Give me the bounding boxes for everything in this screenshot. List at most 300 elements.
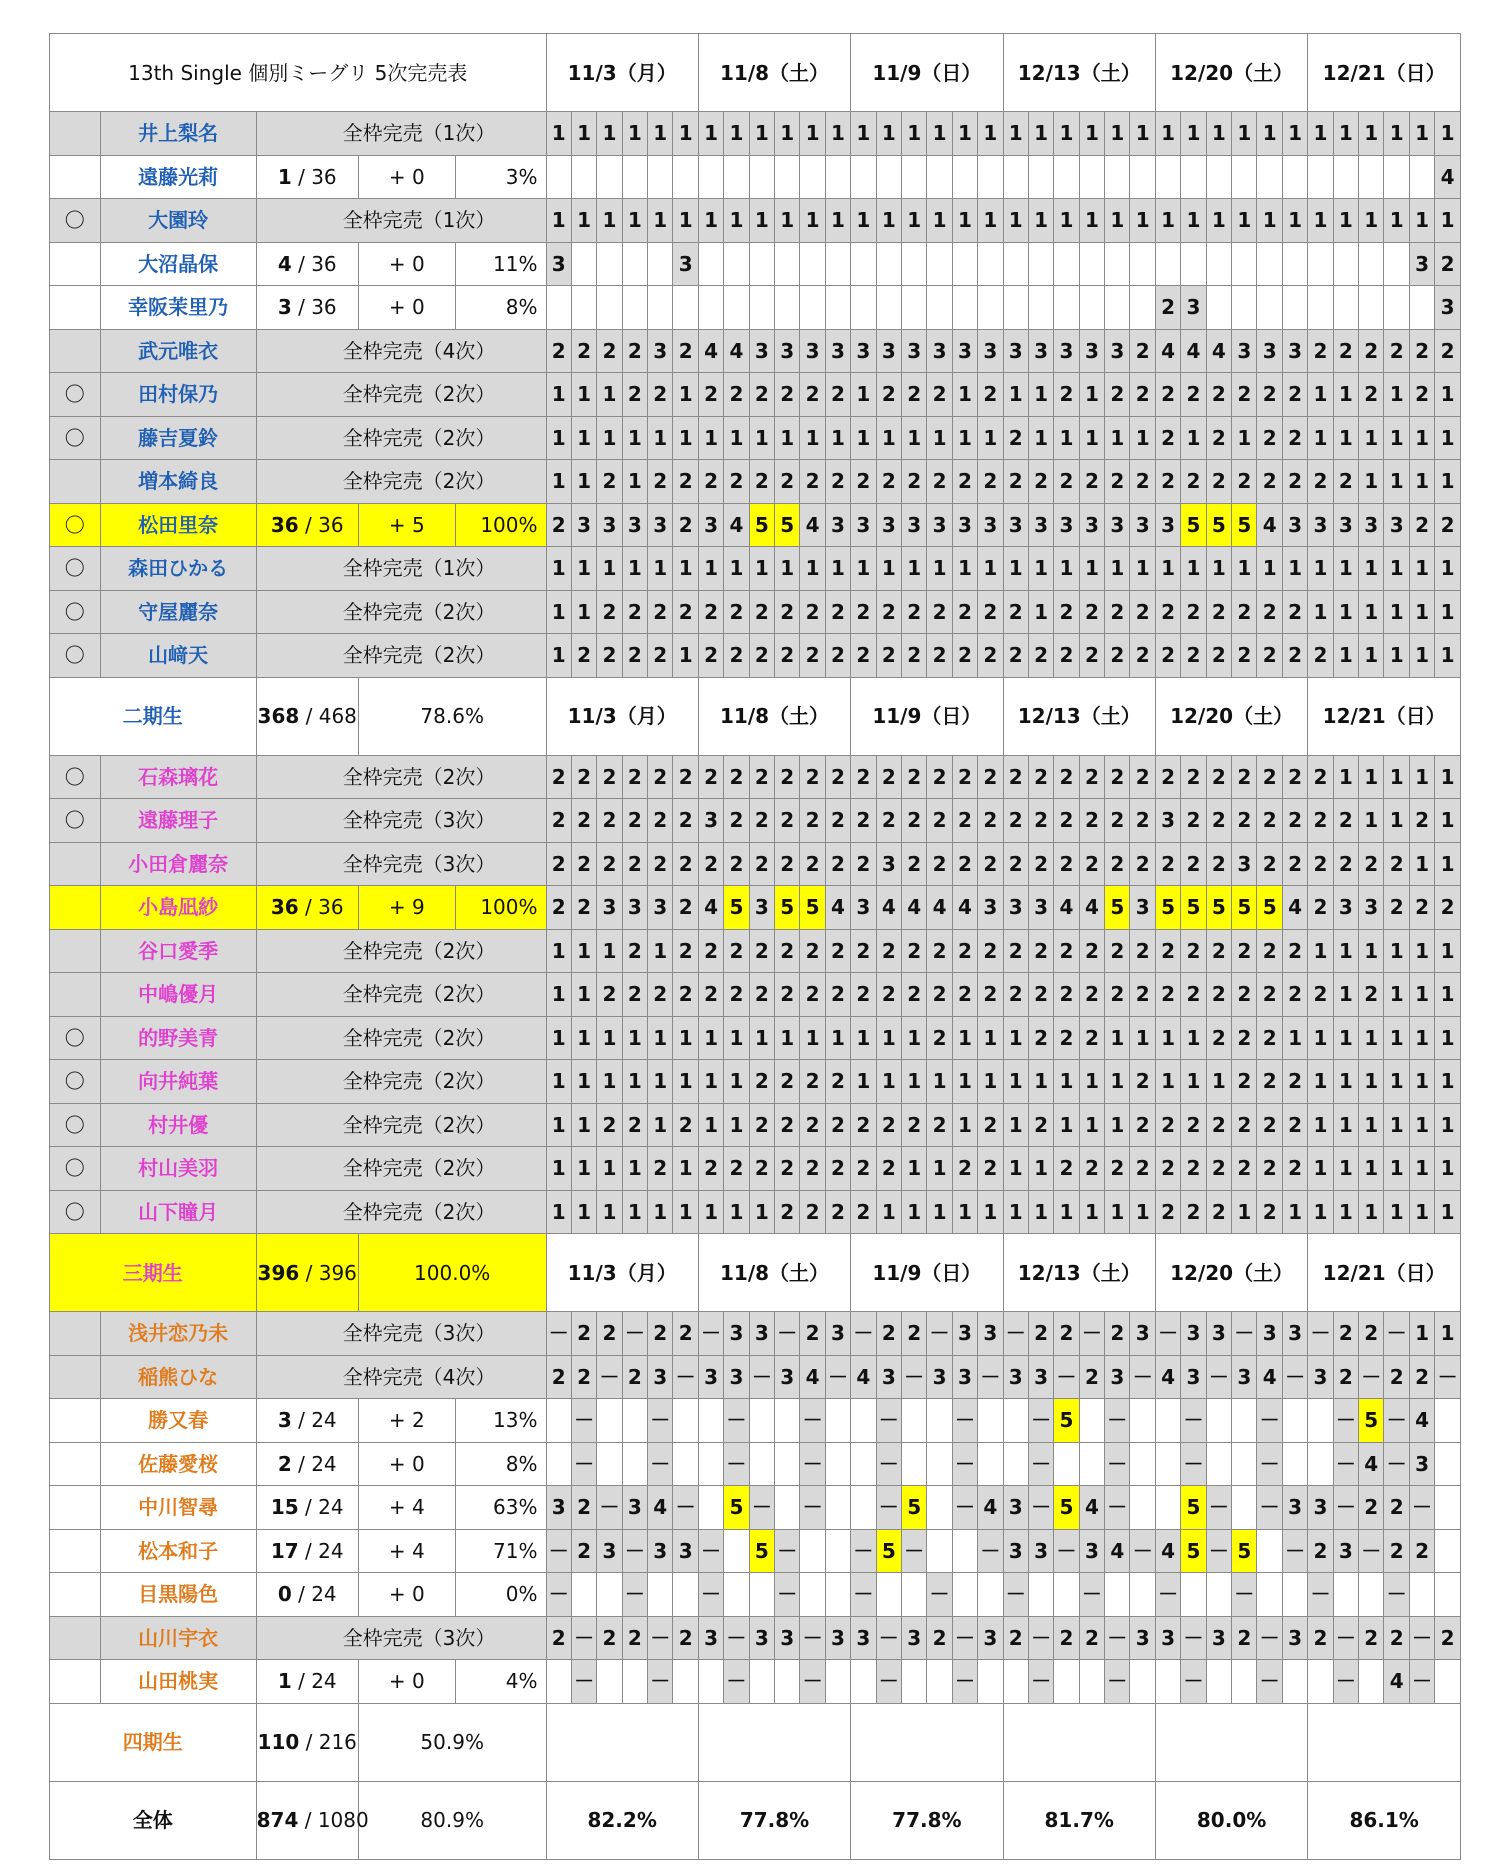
slot-cell: 2	[546, 329, 571, 373]
slot-cell: －	[1003, 1312, 1028, 1356]
slot-cell: 1	[1079, 1103, 1104, 1147]
slot-cell: 2	[673, 1616, 698, 1660]
member-name: 山川宇衣	[100, 1616, 256, 1660]
slot-cell: 1	[1359, 590, 1384, 634]
slot-cell: 2	[1409, 799, 1434, 843]
member-row	[50, 1016, 1461, 1060]
generation-count-value: 368	[257, 704, 300, 728]
member-name: 中嶋優月	[100, 973, 256, 1017]
slot-cell: 1	[1359, 416, 1384, 460]
slot-cell: －	[597, 1486, 622, 1530]
slot-cell: －	[673, 1355, 698, 1399]
slot-cell	[1206, 242, 1231, 286]
slot-cell: 3	[1105, 1355, 1130, 1399]
slot-cell: 2	[1028, 460, 1053, 504]
slot-cell: 1	[1384, 1060, 1409, 1104]
slot-cell: 3	[1130, 503, 1155, 547]
slot-cell: 1	[673, 1016, 698, 1060]
slot-cell	[1435, 1660, 1461, 1704]
slot-cell: 2	[1181, 1190, 1206, 1234]
slot-cell: 2	[927, 1616, 952, 1660]
slot-cell: 2	[1333, 460, 1358, 504]
slot-cell: 2	[1232, 373, 1257, 417]
slot-cell: 2	[1003, 929, 1028, 973]
slot-cell: 2	[825, 460, 850, 504]
slot-cell	[978, 1660, 1003, 1704]
slot-cell: 2	[775, 755, 800, 799]
slot-cell: 1	[1206, 199, 1231, 243]
slot-cell: 2	[1384, 1355, 1409, 1399]
slot-cell: 2	[698, 373, 723, 417]
slot-cell	[1409, 1573, 1434, 1617]
slot-cell: 2	[724, 929, 749, 973]
favorite-mark	[50, 329, 101, 373]
slot-cell: 1	[952, 1190, 977, 1234]
slot-cell: 2	[1282, 1103, 1307, 1147]
slot-cell: 2	[1206, 842, 1231, 886]
slot-cell: 2	[800, 842, 825, 886]
slot-cell: 2	[851, 590, 876, 634]
slot-cell: 5	[775, 503, 800, 547]
slot-cell: 2	[546, 503, 571, 547]
slot-cell	[1079, 1399, 1104, 1443]
slot-total: 36	[318, 512, 344, 537]
favorite-mark	[50, 1616, 101, 1660]
slot-cell	[1282, 1573, 1307, 1617]
date-header: 12/13（土）	[1003, 1234, 1155, 1312]
slot-cell: 1	[1359, 199, 1384, 243]
slot-cell: 2	[749, 755, 774, 799]
slot-cell: 4	[800, 503, 825, 547]
slot-cell: 3	[1232, 329, 1257, 373]
slot-cell: 2	[1105, 755, 1130, 799]
slot-cell: 1	[698, 547, 723, 591]
sold-count	[256, 1573, 358, 1617]
date-header: 11/3（月）	[546, 677, 698, 755]
slot-cell: 2	[597, 329, 622, 373]
slot-cell: 2	[1308, 755, 1333, 799]
slot-cell: 2	[1181, 634, 1206, 678]
slot-cell: 3	[1333, 503, 1358, 547]
slot-cell: 2	[724, 590, 749, 634]
date-percent: 82.2%	[546, 1781, 698, 1859]
slot-cell: 1	[901, 416, 926, 460]
slot-cell: 1	[622, 460, 647, 504]
slot-cell: 1	[648, 416, 673, 460]
slot-cell: 2	[1130, 755, 1155, 799]
slot-cell: 1	[1105, 1060, 1130, 1104]
slot-cell: 1	[1232, 112, 1257, 156]
slot-cell: 3	[775, 329, 800, 373]
slot-cell	[1003, 1399, 1028, 1443]
slot-cell: 2	[622, 929, 647, 973]
slot-cell: －	[1105, 1616, 1130, 1660]
slot-cell: －	[698, 1312, 723, 1356]
slot-cell: 3	[876, 329, 901, 373]
slot-cell: 5	[1155, 886, 1180, 930]
slot-cell: 4	[876, 886, 901, 930]
date-header: 12/13（土）	[1003, 677, 1155, 755]
slot-cell	[775, 286, 800, 330]
slot-cell: 2	[1435, 329, 1461, 373]
member-name: 守屋麗奈	[100, 590, 256, 634]
slot-cell	[1435, 1529, 1461, 1573]
sold-count-value: 36	[270, 895, 299, 920]
slot-cell	[1333, 242, 1358, 286]
slot-cell: 3	[825, 1616, 850, 1660]
slot-cell: 3	[1257, 1312, 1282, 1356]
slot-cell	[800, 155, 825, 199]
slot-cell: 1	[1308, 1190, 1333, 1234]
newly-sold: + 0	[358, 286, 455, 330]
sold-out-status: 全枠完売（3次）	[256, 1616, 546, 1660]
slot-cell: 1	[978, 1190, 1003, 1234]
slot-cell: 1	[1079, 112, 1104, 156]
slot-cell: 3	[1282, 503, 1307, 547]
slot-cell	[1232, 1486, 1257, 1530]
slot-cell: －	[1181, 1399, 1206, 1443]
slot-total: 24	[318, 1495, 344, 1520]
slot-cell	[825, 242, 850, 286]
slot-cell: 3	[648, 329, 673, 373]
slot-cell: 3	[952, 1312, 977, 1356]
slot-cell: 4	[851, 1355, 876, 1399]
slot-cell: －	[1181, 1660, 1206, 1704]
slot-cell	[825, 1442, 850, 1486]
slot-cell: 4	[1054, 886, 1079, 930]
slot-cell: 1	[1384, 1190, 1409, 1234]
date-header: 11/8（土）	[698, 677, 850, 755]
slot-cell: 2	[1028, 1312, 1053, 1356]
slot-cell: －	[724, 1399, 749, 1443]
slot-cell: 1	[597, 547, 622, 591]
slot-cell: 1	[622, 547, 647, 591]
slot-cell	[1435, 1573, 1461, 1617]
slot-cell	[1105, 242, 1130, 286]
slot-cell: 1	[1435, 634, 1461, 678]
slot-cell	[1181, 155, 1206, 199]
slot-cell: 2	[622, 634, 647, 678]
slot-cell	[901, 286, 926, 330]
slot-cell	[1130, 155, 1155, 199]
slot-cell: 2	[800, 634, 825, 678]
slot-cell: 2	[1232, 755, 1257, 799]
slot-cell: －	[876, 1486, 901, 1530]
generation-label: 二期生	[50, 677, 257, 755]
sold-out-status: 全枠完売（2次）	[256, 973, 546, 1017]
sold-count	[256, 1486, 358, 1530]
slot-cell	[546, 286, 571, 330]
slot-cell: 1	[724, 1103, 749, 1147]
slot-cell: 3	[1308, 1486, 1333, 1530]
slot-cell: 2	[775, 1190, 800, 1234]
slot-cell: 1	[1308, 590, 1333, 634]
member-name: 松本和子	[100, 1529, 256, 1573]
slot-cell: 2	[546, 755, 571, 799]
date-header: 11/9（日）	[851, 34, 1003, 112]
slot-cell: 3	[622, 886, 647, 930]
slot-cell: 1	[1028, 112, 1053, 156]
slot-cell	[1130, 1442, 1155, 1486]
slot-cell: 1	[1181, 547, 1206, 591]
slot-cell: 2	[724, 973, 749, 1017]
slot-cell: －	[775, 1573, 800, 1617]
slot-cell: 2	[1333, 799, 1358, 843]
slot-cell: 2	[571, 799, 596, 843]
slot-cell: －	[1333, 1660, 1358, 1704]
slot-cell: 2	[698, 1147, 723, 1191]
slot-total: 36	[311, 295, 337, 320]
date-header: 12/20（土）	[1155, 34, 1307, 112]
slot-cell: 2	[952, 973, 977, 1017]
slot-cell: 1	[927, 1060, 952, 1104]
slot-cell: －	[825, 1355, 850, 1399]
count-separator: /	[291, 1451, 312, 1476]
sold-count-value: 36	[270, 512, 299, 537]
slot-cell: 2	[1003, 1616, 1028, 1660]
slot-cell: －	[1028, 1399, 1053, 1443]
slot-cell: 2	[749, 973, 774, 1017]
slot-cell: 3	[1130, 1312, 1155, 1356]
slot-cell: 1	[622, 1060, 647, 1104]
member-row	[50, 503, 1461, 547]
slot-cell: 2	[597, 1616, 622, 1660]
count-separator: /	[298, 1538, 319, 1563]
slot-cell: 1	[952, 416, 977, 460]
slot-cell: 1	[648, 112, 673, 156]
slot-total: 24	[311, 1451, 337, 1476]
slot-cell: 1	[800, 1016, 825, 1060]
slot-cell: 2	[1079, 1355, 1104, 1399]
sold-out-status: 全枠完売（2次）	[256, 634, 546, 678]
slot-cell	[1003, 286, 1028, 330]
slot-cell: 1	[1359, 929, 1384, 973]
slot-cell	[648, 155, 673, 199]
sold-count	[256, 242, 358, 286]
member-name: 松田里奈	[100, 503, 256, 547]
sold-count-value: 3	[277, 1408, 292, 1433]
slot-cell: －	[622, 1312, 647, 1356]
slot-cell: 1	[1435, 1147, 1461, 1191]
count-separator: /	[299, 704, 319, 728]
member-row	[50, 886, 1461, 930]
slot-cell: 3	[749, 329, 774, 373]
slot-cell	[698, 155, 723, 199]
slot-cell: 3	[901, 329, 926, 373]
generation-summary-row	[50, 1703, 1461, 1781]
slot-cell: 2	[952, 842, 977, 886]
slot-cell: 2	[1282, 929, 1307, 973]
slot-cell: 2	[1384, 1486, 1409, 1530]
sold-out-status: 全枠完売（4次）	[256, 329, 546, 373]
slot-cell: 2	[800, 973, 825, 1017]
count-separator: /	[291, 251, 312, 276]
slot-cell: 2	[1054, 973, 1079, 1017]
slot-cell: 2	[901, 755, 926, 799]
slot-cell: －	[546, 1529, 571, 1573]
member-name: 大園玲	[100, 199, 256, 243]
slot-cell	[597, 1399, 622, 1443]
date-header: 11/3（月）	[546, 1234, 698, 1312]
slot-cell: 2	[597, 799, 622, 843]
slot-cell	[901, 1573, 926, 1617]
slot-total: 24	[311, 1408, 337, 1433]
slot-cell: 2	[1282, 755, 1307, 799]
slot-cell: 1	[1435, 547, 1461, 591]
slot-cell: 2	[622, 842, 647, 886]
sold-count-value: 15	[270, 1495, 299, 1520]
slot-cell: 1	[1079, 1190, 1104, 1234]
slot-cell: 2	[978, 799, 1003, 843]
total-row	[50, 1781, 1461, 1859]
slot-cell: 3	[698, 1616, 723, 1660]
slot-cell: 2	[1384, 1616, 1409, 1660]
slot-cell: 3	[1232, 842, 1257, 886]
slot-cell: 2	[749, 1147, 774, 1191]
slot-cell: 1	[1409, 1312, 1434, 1356]
slot-cell: 4	[1206, 329, 1231, 373]
slot-cell	[749, 1399, 774, 1443]
slot-cell: 2	[1308, 329, 1333, 373]
slot-cell: 2	[1054, 799, 1079, 843]
slot-cell	[952, 1573, 977, 1617]
slot-cell: 1	[1054, 1103, 1079, 1147]
slot-cell: 2	[1206, 1147, 1231, 1191]
slot-cell: 2	[927, 929, 952, 973]
slot-cell: 2	[1079, 1616, 1104, 1660]
slot-cell: 4	[724, 329, 749, 373]
slot-cell: 2	[927, 755, 952, 799]
slot-cell: 4	[1359, 1442, 1384, 1486]
slot-cell: 1	[546, 1147, 571, 1191]
slot-cell	[1308, 1660, 1333, 1704]
slot-cell: 1	[698, 1190, 723, 1234]
slot-cell: 3	[1079, 329, 1104, 373]
slot-cell: 2	[571, 329, 596, 373]
slot-cell: 2	[1155, 1147, 1180, 1191]
slot-cell: 2	[1054, 755, 1079, 799]
slot-cell: 3	[1257, 329, 1282, 373]
slot-cell	[622, 286, 647, 330]
sold-out-status: 全枠完売（1次）	[256, 199, 546, 243]
slot-cell: 1	[1155, 199, 1180, 243]
total-count	[256, 1781, 369, 1859]
slot-cell: 2	[1054, 460, 1079, 504]
slot-cell: 2	[1028, 1016, 1053, 1060]
slot-cell: －	[1028, 1442, 1053, 1486]
slot-cell: 5	[1181, 503, 1206, 547]
slot-cell: 1	[825, 112, 850, 156]
slot-cell: 1	[597, 1060, 622, 1104]
slot-cell: 1	[1105, 112, 1130, 156]
slot-cell: 2	[749, 460, 774, 504]
sold-out-status: 全枠完売（3次）	[256, 1312, 546, 1356]
slot-cell: 2	[1155, 973, 1180, 1017]
slot-cell: 2	[851, 842, 876, 886]
slot-cell: 1	[1232, 199, 1257, 243]
slot-cell: 3	[952, 503, 977, 547]
slot-cell: 2	[825, 973, 850, 1017]
slot-cell: －	[1028, 1660, 1053, 1704]
favorite-mark	[50, 1355, 101, 1399]
sold-count	[256, 286, 358, 330]
slot-cell	[648, 286, 673, 330]
favorite-mark	[50, 842, 101, 886]
slot-cell: 2	[1181, 842, 1206, 886]
slot-cell: 3	[978, 503, 1003, 547]
slot-cell	[1206, 286, 1231, 330]
slot-cell: 2	[1206, 373, 1231, 417]
slot-cell: 2	[1028, 973, 1053, 1017]
slot-cell: 3	[1079, 1529, 1104, 1573]
count-separator: /	[298, 512, 319, 537]
slot-cell: 1	[1409, 1060, 1434, 1104]
slot-cell: 1	[648, 1190, 673, 1234]
slot-cell	[1282, 242, 1307, 286]
slot-cell: 1	[1054, 416, 1079, 460]
slot-cell: 1	[1155, 547, 1180, 591]
slot-cell: 2	[1130, 1060, 1155, 1104]
slot-cell: 1	[851, 1060, 876, 1104]
slot-cell: 1	[876, 1190, 901, 1234]
slot-cell: 2	[1232, 799, 1257, 843]
newly-sold: + 5	[358, 503, 455, 547]
sold-count-value: 1	[277, 1669, 292, 1694]
slot-cell: 2	[1181, 755, 1206, 799]
generation-count	[256, 1703, 358, 1781]
slot-cell: 1	[1130, 1016, 1155, 1060]
slot-cell: －	[1130, 1529, 1155, 1573]
slot-cell: 2	[1282, 842, 1307, 886]
slot-cell: 1	[622, 1016, 647, 1060]
slot-cell	[876, 242, 901, 286]
date-header: 12/21（日）	[1308, 34, 1461, 112]
slot-cell: 1	[673, 1060, 698, 1104]
slot-cell: 1	[622, 1147, 647, 1191]
slot-cell: 3	[1282, 1486, 1307, 1530]
slot-cell: 2	[1206, 799, 1231, 843]
slot-cell: 2	[952, 590, 977, 634]
slot-cell: 3	[1359, 503, 1384, 547]
slot-cell: 2	[1232, 460, 1257, 504]
slot-cell	[927, 1442, 952, 1486]
slot-cell: 2	[775, 973, 800, 1017]
member-row	[50, 1616, 1461, 1660]
slot-cell: 1	[1155, 112, 1180, 156]
slot-cell: 2	[648, 973, 673, 1017]
slot-cell: －	[901, 1355, 926, 1399]
slot-cell: 1	[1435, 1016, 1461, 1060]
slot-cell: －	[1105, 1442, 1130, 1486]
slot-cell: 3	[546, 242, 571, 286]
slot-cell: 1	[1130, 112, 1155, 156]
slot-cell: 2	[1181, 799, 1206, 843]
slot-cell: －	[1409, 1616, 1434, 1660]
slot-cell: 2	[622, 1355, 647, 1399]
slot-cell: 1	[648, 929, 673, 973]
sold-count	[256, 503, 358, 547]
slot-cell	[825, 1573, 850, 1617]
sold-percent: 4%	[455, 1660, 546, 1704]
date-header: 12/13（土）	[1003, 34, 1155, 112]
slot-cell: 2	[1308, 842, 1333, 886]
slot-cell: 2	[952, 1147, 977, 1191]
slot-cell: 4	[698, 886, 723, 930]
slot-cell: 1	[1308, 1016, 1333, 1060]
empty-cell	[1155, 1703, 1307, 1781]
slot-cell: 1	[698, 1103, 723, 1147]
slot-cell	[1130, 286, 1155, 330]
